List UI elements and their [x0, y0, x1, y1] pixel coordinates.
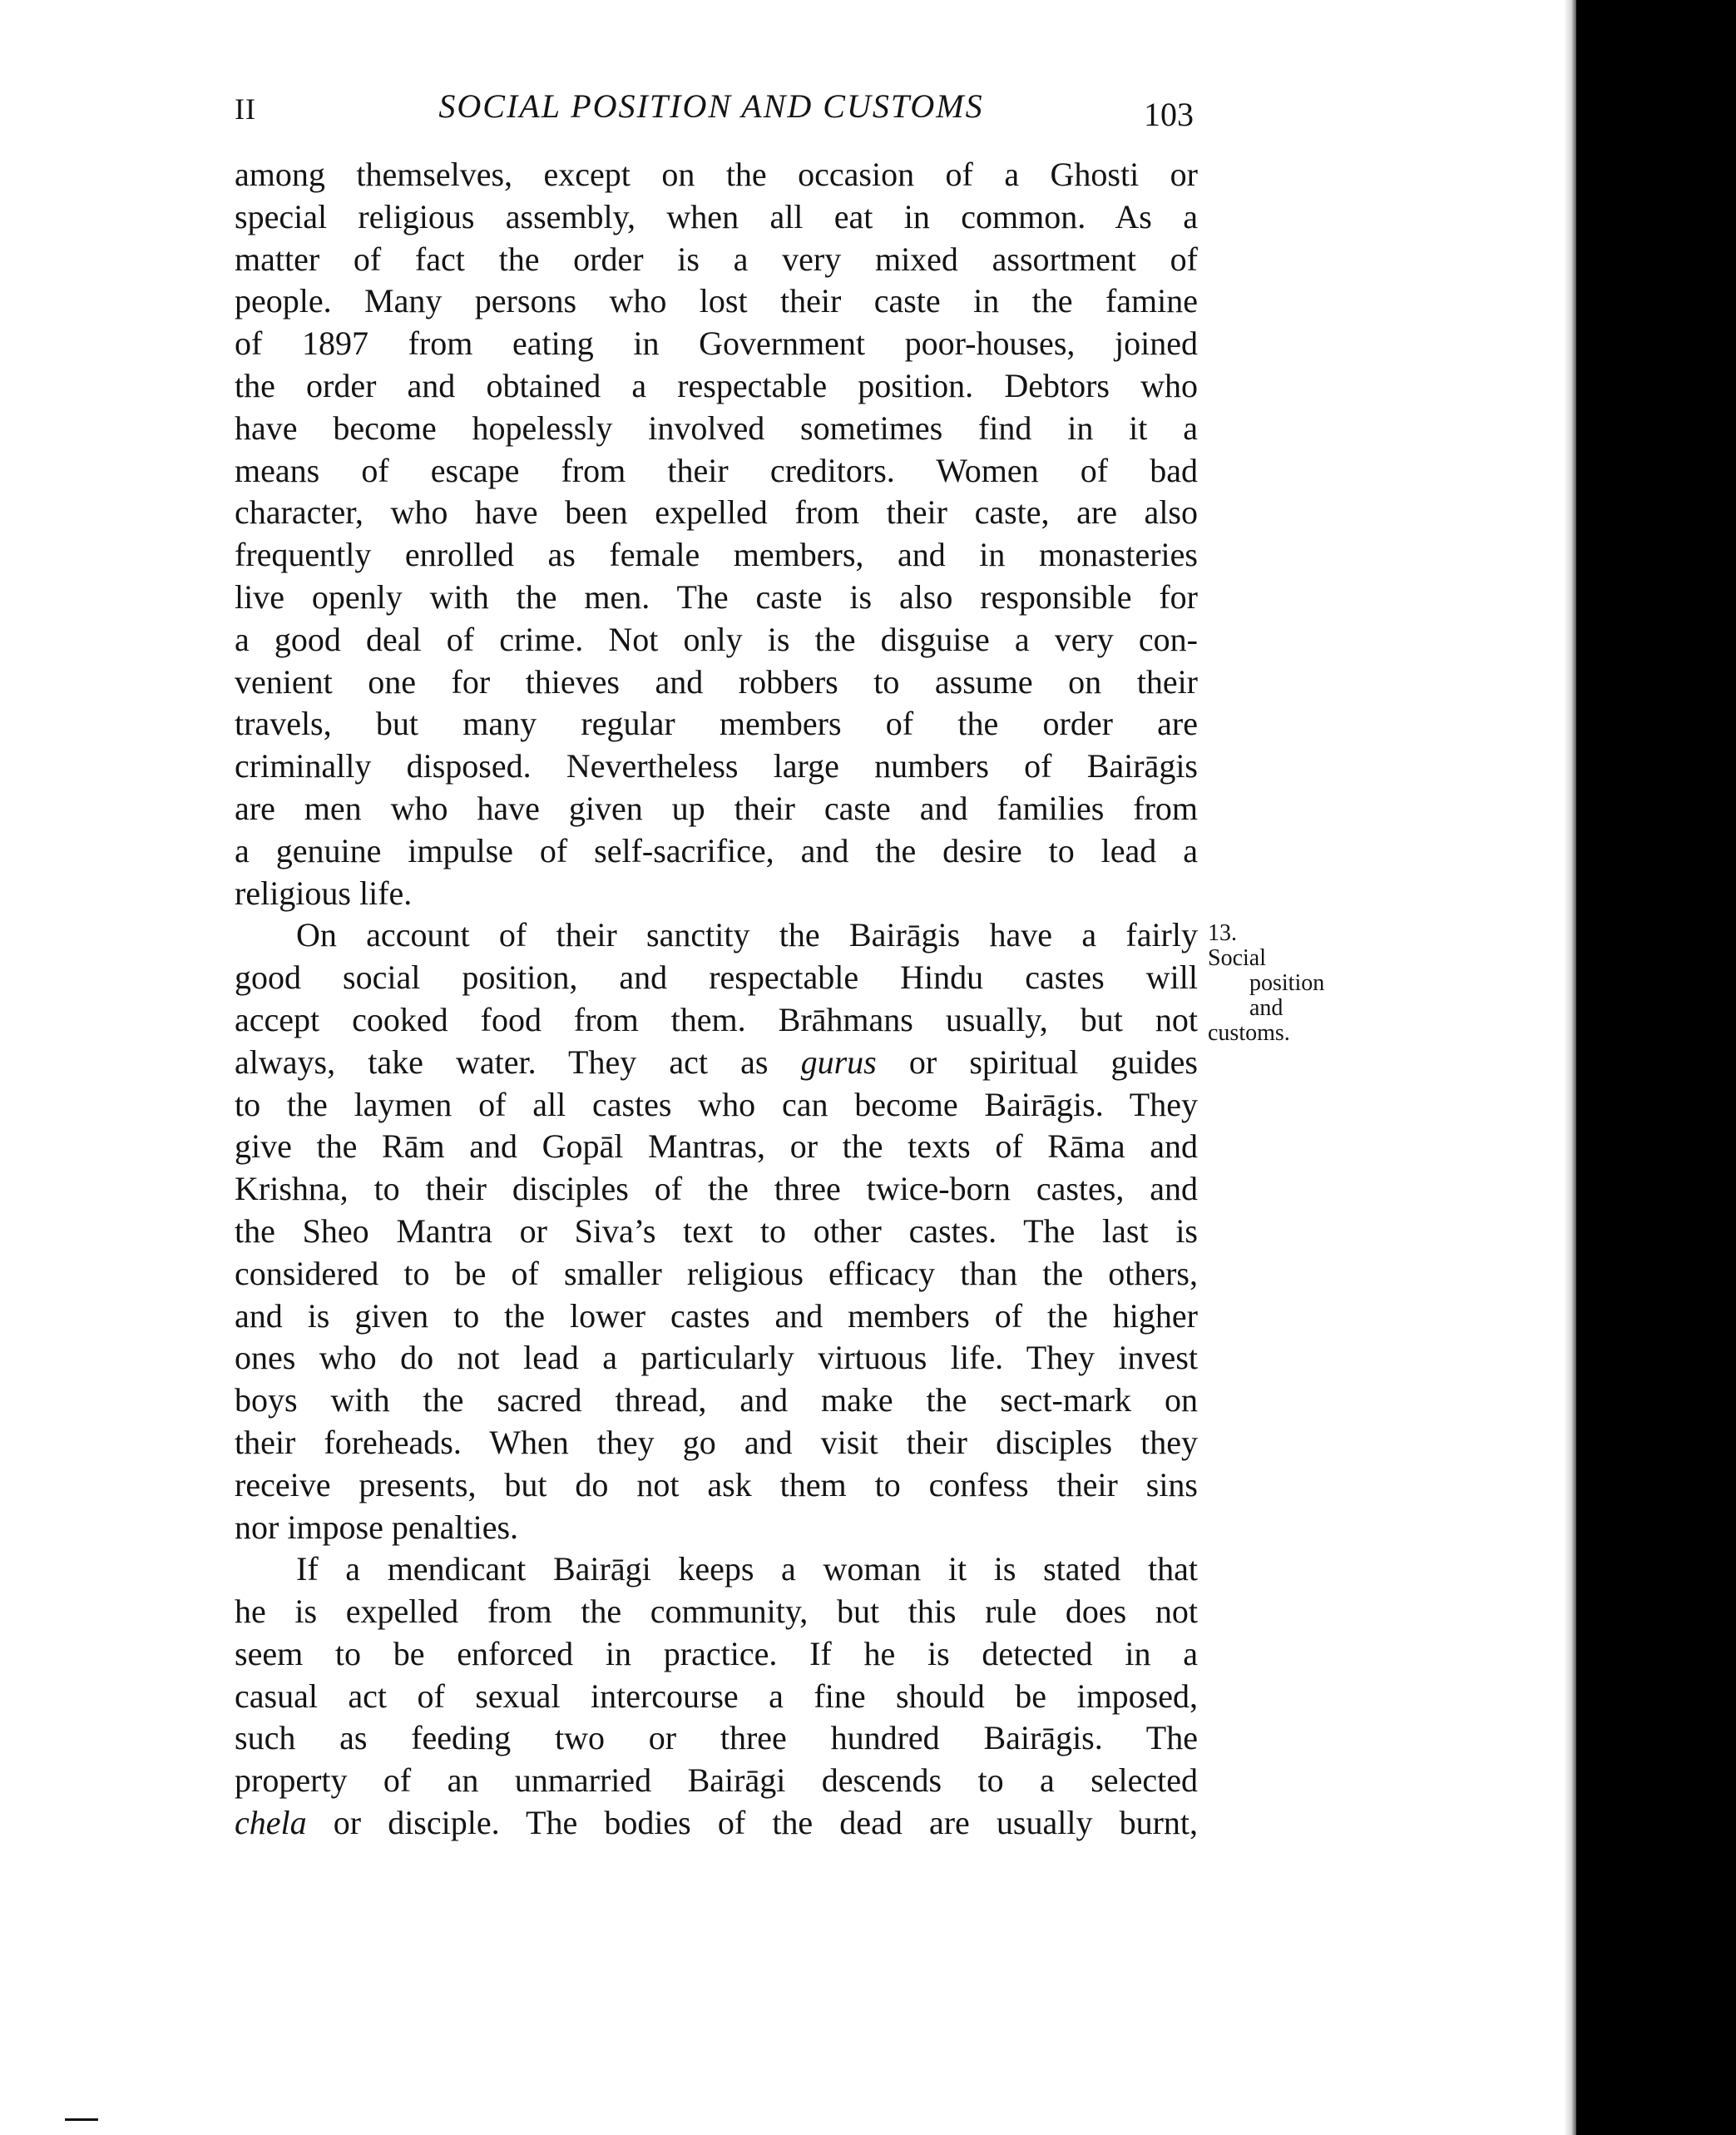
section-number: 13. [1208, 920, 1237, 946]
text-line: give the Rām and Gopāl Mantras, or the texts of Rāma and [235, 1127, 1198, 1166]
text-line: are men who have given up their caste and families from [235, 789, 1198, 827]
page-header [225, 83, 1198, 133]
text-line: ones who do not lead a particularly virtuous life. They invest [235, 1339, 1198, 1377]
text-segment: always, take water. They act as [235, 1043, 769, 1081]
text-line: On account of their sanctity the Bairāgis have a fairly [296, 916, 1198, 954]
scan-corner-mark [65, 2118, 98, 2121]
text-line: travels, but many regular members of the order are [235, 705, 1198, 743]
text-line: If a mendicant Bairāgi keeps a woman it is stated that [296, 1550, 1198, 1588]
text-segment: or spiritual guides [908, 1043, 1198, 1081]
text-line: a genuine impulse of self-sacrifice, and the desire to lead a [235, 831, 1198, 869]
margin-note-line: and [1249, 995, 1283, 1021]
text-line: a good deal of crime. Not only is the disguise a very con- [235, 620, 1198, 658]
text-line: good social position, and respectable Hindu castes will [235, 959, 1198, 997]
text-line: venient one for thieves and robbers to assume on their [235, 662, 1198, 701]
body-text [235, 154, 1198, 1845]
text-line: religious life. [235, 874, 413, 912]
text-line: the Sheo Mantra or Siva’s text to other castes. The last is [235, 1211, 1198, 1250]
text-line: matter of fact the order is a very mixed assortment of [235, 240, 1198, 278]
text-line: people. Many persons who lost their caste in the famine [235, 282, 1198, 320]
italic-term: chela [235, 1804, 307, 1842]
page-number: 103 [1144, 96, 1194, 133]
text-line: special religious assembly, when all eat in common. As a [235, 197, 1198, 235]
italic-term: gurus [800, 1043, 877, 1081]
text-line: the order and obtained a respectable position. Debtors who [235, 366, 1198, 404]
text-line: seem to be enforced in practice. If he is detected in a [235, 1634, 1198, 1672]
text-line: to the laymen of all castes who can become Bairāgis. They [235, 1085, 1198, 1123]
text-line: Krishna, to their disciples of the three twice-born castes, and [235, 1170, 1198, 1208]
text-line: boys with the sacred thread, and make the sect-mark on [235, 1381, 1198, 1419]
binding-gutter-shadow [1564, 0, 1576, 2135]
text-line: accept cooked food from them. Brāhmans usually, but not [235, 1000, 1198, 1038]
text-line: live openly with the men. The caste is also responsible for [235, 577, 1198, 616]
paragraph-2 [235, 914, 1198, 1548]
text-line: such as feeding two or three hundred Bairāgis. The [235, 1719, 1198, 1757]
text-line: means of escape from their creditors. Women of bad [235, 451, 1198, 489]
text-line: nor impose penalties. [235, 1508, 519, 1546]
text-line: among themselves, except on the occasion of a Ghosti or [235, 156, 1198, 193]
text-line: of 1897 from eating in Government poor-houses, joined [235, 324, 1198, 363]
text-line-with-italic [235, 1042, 1198, 1084]
chapter-number: II [235, 92, 256, 126]
margin-note [1208, 921, 1341, 1046]
text-line: and is given to the lower castes and members of the higher [235, 1296, 1198, 1335]
text-line: have become hopelessly involved sometimes find in it a [235, 409, 1198, 447]
text-segment: or disciple. The bodies of the dead are usually burnt, [333, 1804, 1198, 1842]
text-line: he is expelled from the community, but this rule does not [235, 1593, 1198, 1631]
text-line-with-italic [235, 1802, 1198, 1845]
text-line: character, who have been expelled from their caste, are also [235, 493, 1198, 532]
margin-note-line: position [1249, 970, 1325, 996]
margin-note-word: Social [1208, 945, 1266, 971]
paragraph-1 [235, 154, 1198, 914]
margin-note-line [1208, 921, 1341, 971]
paragraph-3 [235, 1548, 1198, 1845]
text-line: criminally disposed. Nevertheless large numbers of Bairāgis [235, 747, 1198, 785]
running-title: SOCIAL POSITION AND CUSTOMS [438, 87, 984, 125]
scan-binding-edge [1576, 0, 1736, 2135]
text-line: property of an unmarried Bairāgi descends to a selected [235, 1761, 1198, 1800]
text-line: considered to be of smaller religious efficacy than the others, [235, 1254, 1198, 1292]
text-line: casual act of sexual intercourse a fine should be imposed, [235, 1677, 1198, 1715]
text-line: their foreheads. When they go and visit their disciples they [235, 1423, 1198, 1461]
margin-note-line: customs. [1208, 1020, 1290, 1046]
text-line: receive presents, but do not ask them to confess their sins [235, 1465, 1198, 1503]
text-line: frequently enrolled as female members, and in monasteries [235, 536, 1198, 574]
